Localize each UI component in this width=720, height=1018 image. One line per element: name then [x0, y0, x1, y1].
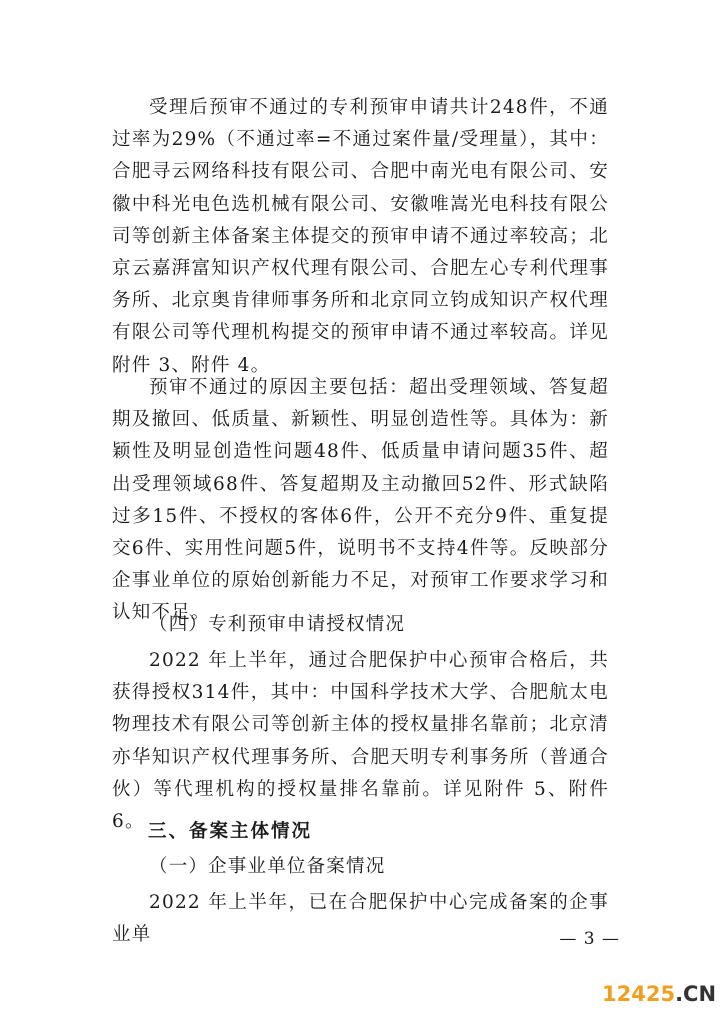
watermark-logo: [602, 982, 717, 1006]
heading-registered-entities: 三、备案主体情况: [148, 821, 313, 842]
paragraph-grant-summary: 2022 年上半年，通过合肥保护中心预审合格后，共获得授权314件，其中：中国科学技术大学、合肥航太电物理技术有限公司等创新主体的授权量排名靠前；北京清亦华知识产权代理事务所、合肥天明专利事务所（普通合伙）等代理机构的授权量排名靠前。详见附件 5、附件 6。: [112, 650, 609, 833]
watermark-main: 12425: [602, 982, 676, 1006]
heading-patent-grant-status: （四）专利预审申请授权情况: [149, 614, 406, 635]
watermark-suffix: .CN: [675, 982, 717, 1006]
heading-enterprise-registration: （一）企事业单位备案情况: [149, 856, 386, 877]
paragraph-registration-start: 2022 年上半年，已在合肥保护中心完成备案的企事业单: [112, 892, 609, 946]
paragraph-rejection-reasons: 预审不通过的原因主要包括：超出受理领域、答复超期及撤回、低质量、新颖性、明显创造性等。具体为：新颖性及明显创造性问题48件、低质量申请问题35件、超出受理领域68件、答复超期及主动撤回52件、形式缺陷过多15件、不授权的客体6件，公开不充分9件、重复提交6件、实用性问题5件，说明书不支持4件等。反映部分企事业单位的原始创新能力不足，对预审工作要求学习和认知不足。: [112, 377, 609, 624]
page-number: — 3 —: [559, 929, 620, 949]
paragraph-rejection-summary: 受理后预审不通过的专利预审申请共计248件，不通过率为29%（不通过率=不通过案件量/受理量），其中：合肥寻云网络科技有限公司、合肥中南光电有限公司、安徽中科光电色选机械有限公司、安徽唯嵩光电科技有限公司等创新主体备案主体提交的预审申请不通过率较高；北京云嘉湃富知识产权代理有限公司、合肥左心专利代理事务所、北京奥肯律师事务所和北京同立钧成知识产权代理有限公司等代理机构提交的预审申请不通过率较高。详见附件 3、附件 4。: [112, 97, 609, 376]
